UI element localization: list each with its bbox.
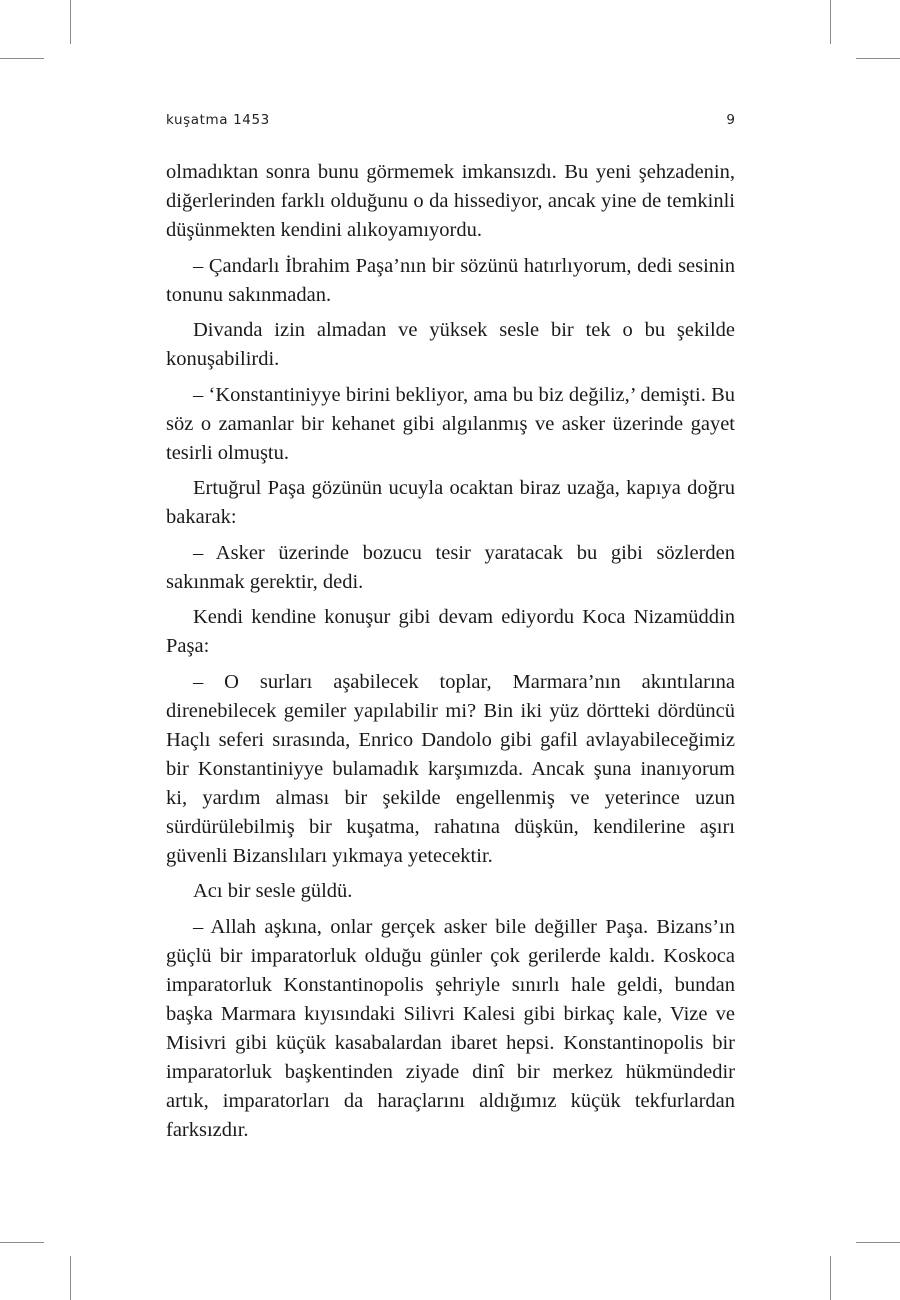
paragraph: olmadıktan sonra bunu görmemek imkansızdı. Bu yeni şehzadenin, diğerlerinden farklı olduğunu o da hissediyor, ancak yine de temkinli düşünmekten kendini alıkoyamıyordu. [166, 161, 735, 241]
paragraph: – Asker üzerinde bozucu tesir yaratacak bu gibi sözlerden sakınmak gerektir, dedi. [166, 541, 735, 593]
paragraph: Ertuğrul Paşa gözünün ucuyla ocaktan biraz uzağa, kapıya doğru bakarak: [166, 477, 735, 528]
paragraph: – ‘Konstantiniyye birini bekliyor, ama bu biz değiliz,’ demişti. Bu söz o zamanlar bir kehanet gibi algılanmış ve asker üzerinde gayet tesirli olmuştu. [166, 383, 735, 464]
running-title: kuşatma 1453 [166, 112, 270, 128]
page-number: 9 [726, 112, 735, 128]
crop-mark [70, 1256, 71, 1300]
crop-mark [0, 58, 44, 59]
paragraph: – Çandarlı İbrahim Paşa’nın bir sözünü hatırlıyorum, dedi sesinin tonunu sakınmadan. [166, 254, 735, 306]
paragraph: – O surları aşabilecek toplar, Marmara’nın akıntılarına direnebilecek gemiler yapılabilir mi? Bin iki yüz dörtteki dördüncü Haçlı seferi sırasında, Enrico Dandolo gibi gafil avlayabileceğimiz bir Konstantiniyye bulamadık karşımızda. Ancak şuna inanıyorum ki, yardım alması bir şekilde engellenmiş ve yeterince uzun sürdürülebilmiş bir kuşatma, rahatına düşkün, kendilerine aşırı güvenli Bizanslıları yıkmaya yetecektir. [166, 670, 735, 867]
paragraph: Divanda izin almadan ve yüksek sesle bir tek o bu şekilde konuşabilirdi. [166, 319, 735, 370]
crop-mark [0, 1242, 44, 1243]
paragraph: Kendi kendine konuşur gibi devam ediyordu Koca Nizamüddin Paşa: [166, 606, 735, 657]
crop-mark [830, 1256, 831, 1300]
crop-mark [856, 58, 900, 59]
crop-mark [856, 1242, 900, 1243]
paragraph: Acı bir sesle güldü. [193, 880, 353, 902]
body-text [166, 158, 735, 1151]
crop-mark [830, 0, 831, 44]
paragraph: – Allah aşkına, onlar gerçek asker bile değiller Paşa. Bizans’ın güçlü bir imparatorluk olduğu günler çok gerilerde kaldı. Koskoca imparatorluk Konstantinopolis şehriyle sınırlı hale geldi, bundan başka Marmara kıyısındaki Silivri Kalesi gibi birkaç kale, Vize ve Misivri gibi küçük kasabalardan ibaret hepsi. Konstantinopolis bir imparatorluk başkentinden ziyade dinî bir merkez hükmündedir artık, imparatorları da haraçlarını aldığımız küçük tekfurlardan farksızdır. [166, 915, 735, 1141]
running-header [166, 112, 735, 132]
crop-mark [70, 0, 71, 44]
